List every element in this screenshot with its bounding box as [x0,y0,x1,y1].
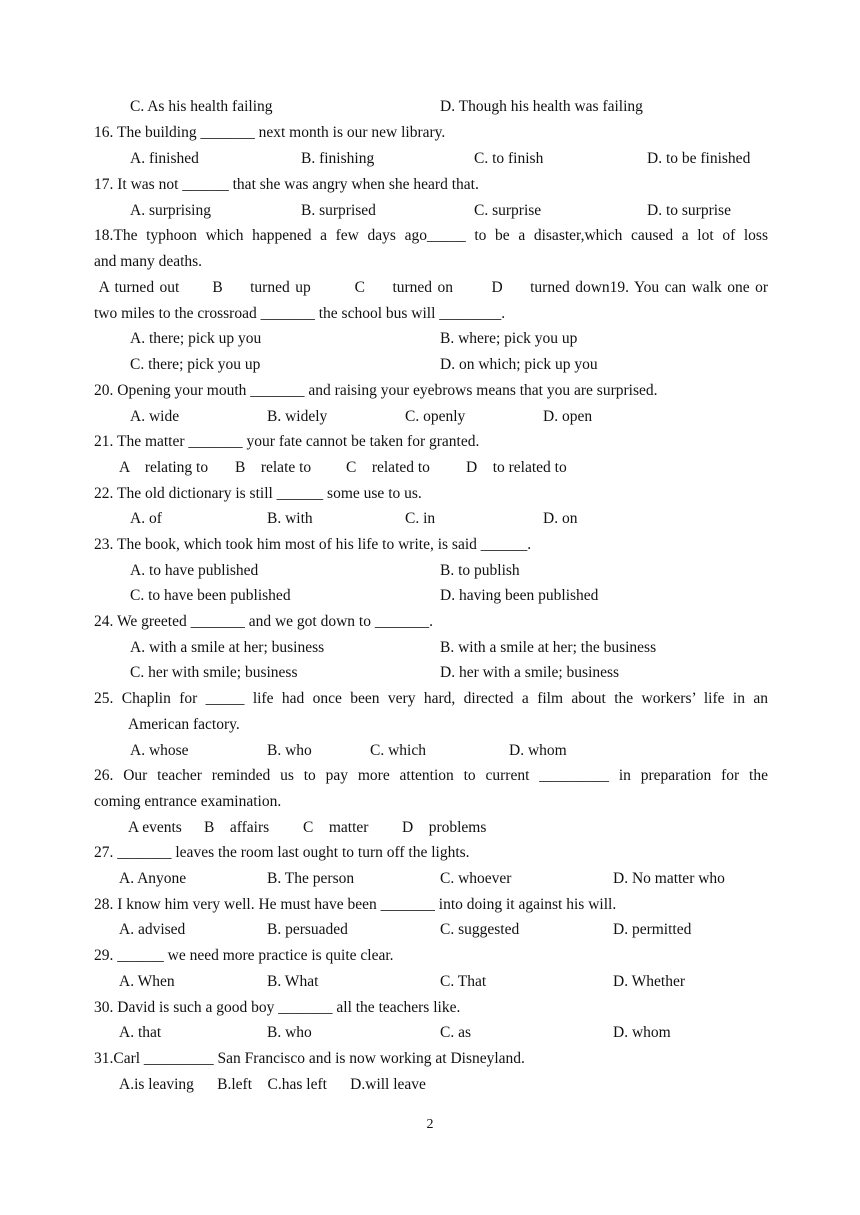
q20-option-c: C. openly [405,408,466,425]
q19-stem-cont: two miles to the crossroad _______ the school bus will ________. [94,305,506,322]
q29-option-b: B. What [267,973,319,990]
q17-option-d: D. to surprise [647,202,731,219]
q20-option-d: D. open [543,408,593,425]
q19-option-a: A. there; pick up you [130,330,262,347]
q24-option-c: C. her with smile; business [130,664,298,681]
q31-stem: 31.Carl _________ San Francisco and is now working at Disneyland. [94,1050,525,1067]
q17-option-c: C. surprise [474,202,542,219]
q27-stem: 27. _______ leaves the room last ought to turn off the lights. [94,844,470,861]
q27-option-c: C. whoever [440,870,512,887]
q26-stem-line1: 26. Our teacher reminded us to pay more attention to current _________ in preparation for the [94,767,768,784]
q26-option-c: C matter [303,819,369,836]
q25-option-a: A. whose [130,742,189,759]
q27-option-a: A. Anyone [119,870,187,887]
q23-option-c: C. to have been published [130,587,291,604]
q23-stem: 23. The book, which took him most of his life to write, is said ______. [94,536,532,553]
q20-option-b: B. widely [267,408,328,425]
q29-option-a: A. When [119,973,175,990]
q28-stem: 28. I know him very well. He must have been _______ into doing it against his will. [94,896,617,913]
q29-option-d: D. Whether [613,973,686,990]
q27-option-b: B. The person [267,870,355,887]
q30-option-c: C. as [440,1024,471,1041]
q28-option-b: B. persuaded [267,921,348,938]
q15-option-d: D. Though his health was failing [440,98,643,115]
q16-option-b: B. finishing [301,150,375,167]
q28-option-d: D. permitted [613,921,692,938]
q30-option-a: A. that [119,1024,162,1041]
q18-options-line: A turned out B turned up C turned on D turned down19. You can walk one or [94,279,768,296]
q22-option-d: D. on [543,510,578,527]
q19-option-b: B. where; pick you up [440,330,578,347]
q30-option-d: D. whom [613,1024,671,1041]
q26-option-d: D problems [402,819,487,836]
q24-option-b: B. with a smile at her; the business [440,639,657,656]
q18-stem-line2: and many deaths. [94,253,203,270]
q19-option-d: D. on which; pick up you [440,356,598,373]
q25-stem-line2: American factory. [128,716,240,733]
q31-options-line: A.is leaving B.left C.has left D.will leave [119,1076,426,1093]
q16-option-c: C. to finish [474,150,544,167]
page-number: 2 [426,1117,434,1132]
q21-option-d: D to related to [466,459,567,476]
q25-option-d: D. whom [509,742,567,759]
q26-stem-line2: coming entrance examination. [94,793,282,810]
q21-stem: 21. The matter _______ your fate cannot be taken for granted. [94,433,480,450]
q20-stem: 20. Opening your mouth _______ and raising your eyebrows means that you are surprised. [94,382,658,399]
q16-stem: 16. The building _______ next month is our new library. [94,124,446,141]
q15-option-c: C. As his health failing [130,98,273,115]
q28-option-a: A. advised [119,921,186,938]
q22-stem: 22. The old dictionary is still ______ some use to us. [94,485,422,502]
q18-stem-line1: 18.The typhoon which happened a few days ago_____ to be a disaster,which caused a lot of loss [94,227,768,244]
q23-option-b: B. to publish [440,562,520,579]
q20-option-a: A. wide [130,408,180,425]
q16-option-a: A. finished [130,150,199,167]
q30-stem: 30. David is such a good boy _______ all the teachers like. [94,999,461,1016]
q27-option-d: D. No matter who [613,870,725,887]
q24-option-a: A. with a smile at her; business [130,639,325,656]
q21-option-c: C related to [346,459,430,476]
q26-option-a: A events [128,819,182,836]
q17-option-a: A. surprising [130,202,211,219]
q26-option-b: B affairs [204,819,270,836]
q24-stem: 24. We greeted _______ and we got down to _______. [94,613,433,630]
q22-option-a: A. of [130,510,162,527]
q21-option-b: B relate to [235,459,312,476]
q30-option-b: B. who [267,1024,312,1041]
q17-option-b: B. surprised [301,202,376,219]
q19-option-c: C. there; pick you up [130,356,261,373]
q23-option-a: A. to have published [130,562,259,579]
q22-option-b: B. with [267,510,313,527]
q28-option-c: C. suggested [440,921,520,938]
q29-option-c: C. That [440,973,487,990]
q24-option-d: D. her with a smile; business [440,664,620,681]
q16-option-d: D. to be finished [647,150,751,167]
q22-option-c: C. in [405,510,436,527]
q25-stem-line1: 25. Chaplin for _____ life had once been very hard, directed a film about the workers’ life in an [94,690,768,707]
q17-stem: 17. It was not ______ that she was angry when she heard that. [94,176,479,193]
q25-option-c: C. which [370,742,426,759]
q29-stem: 29. ______ we need more practice is quite clear. [94,947,394,964]
q25-option-b: B. who [267,742,312,759]
q23-option-d: D. having been published [440,587,599,604]
q21-option-a: A relating to [119,459,209,476]
